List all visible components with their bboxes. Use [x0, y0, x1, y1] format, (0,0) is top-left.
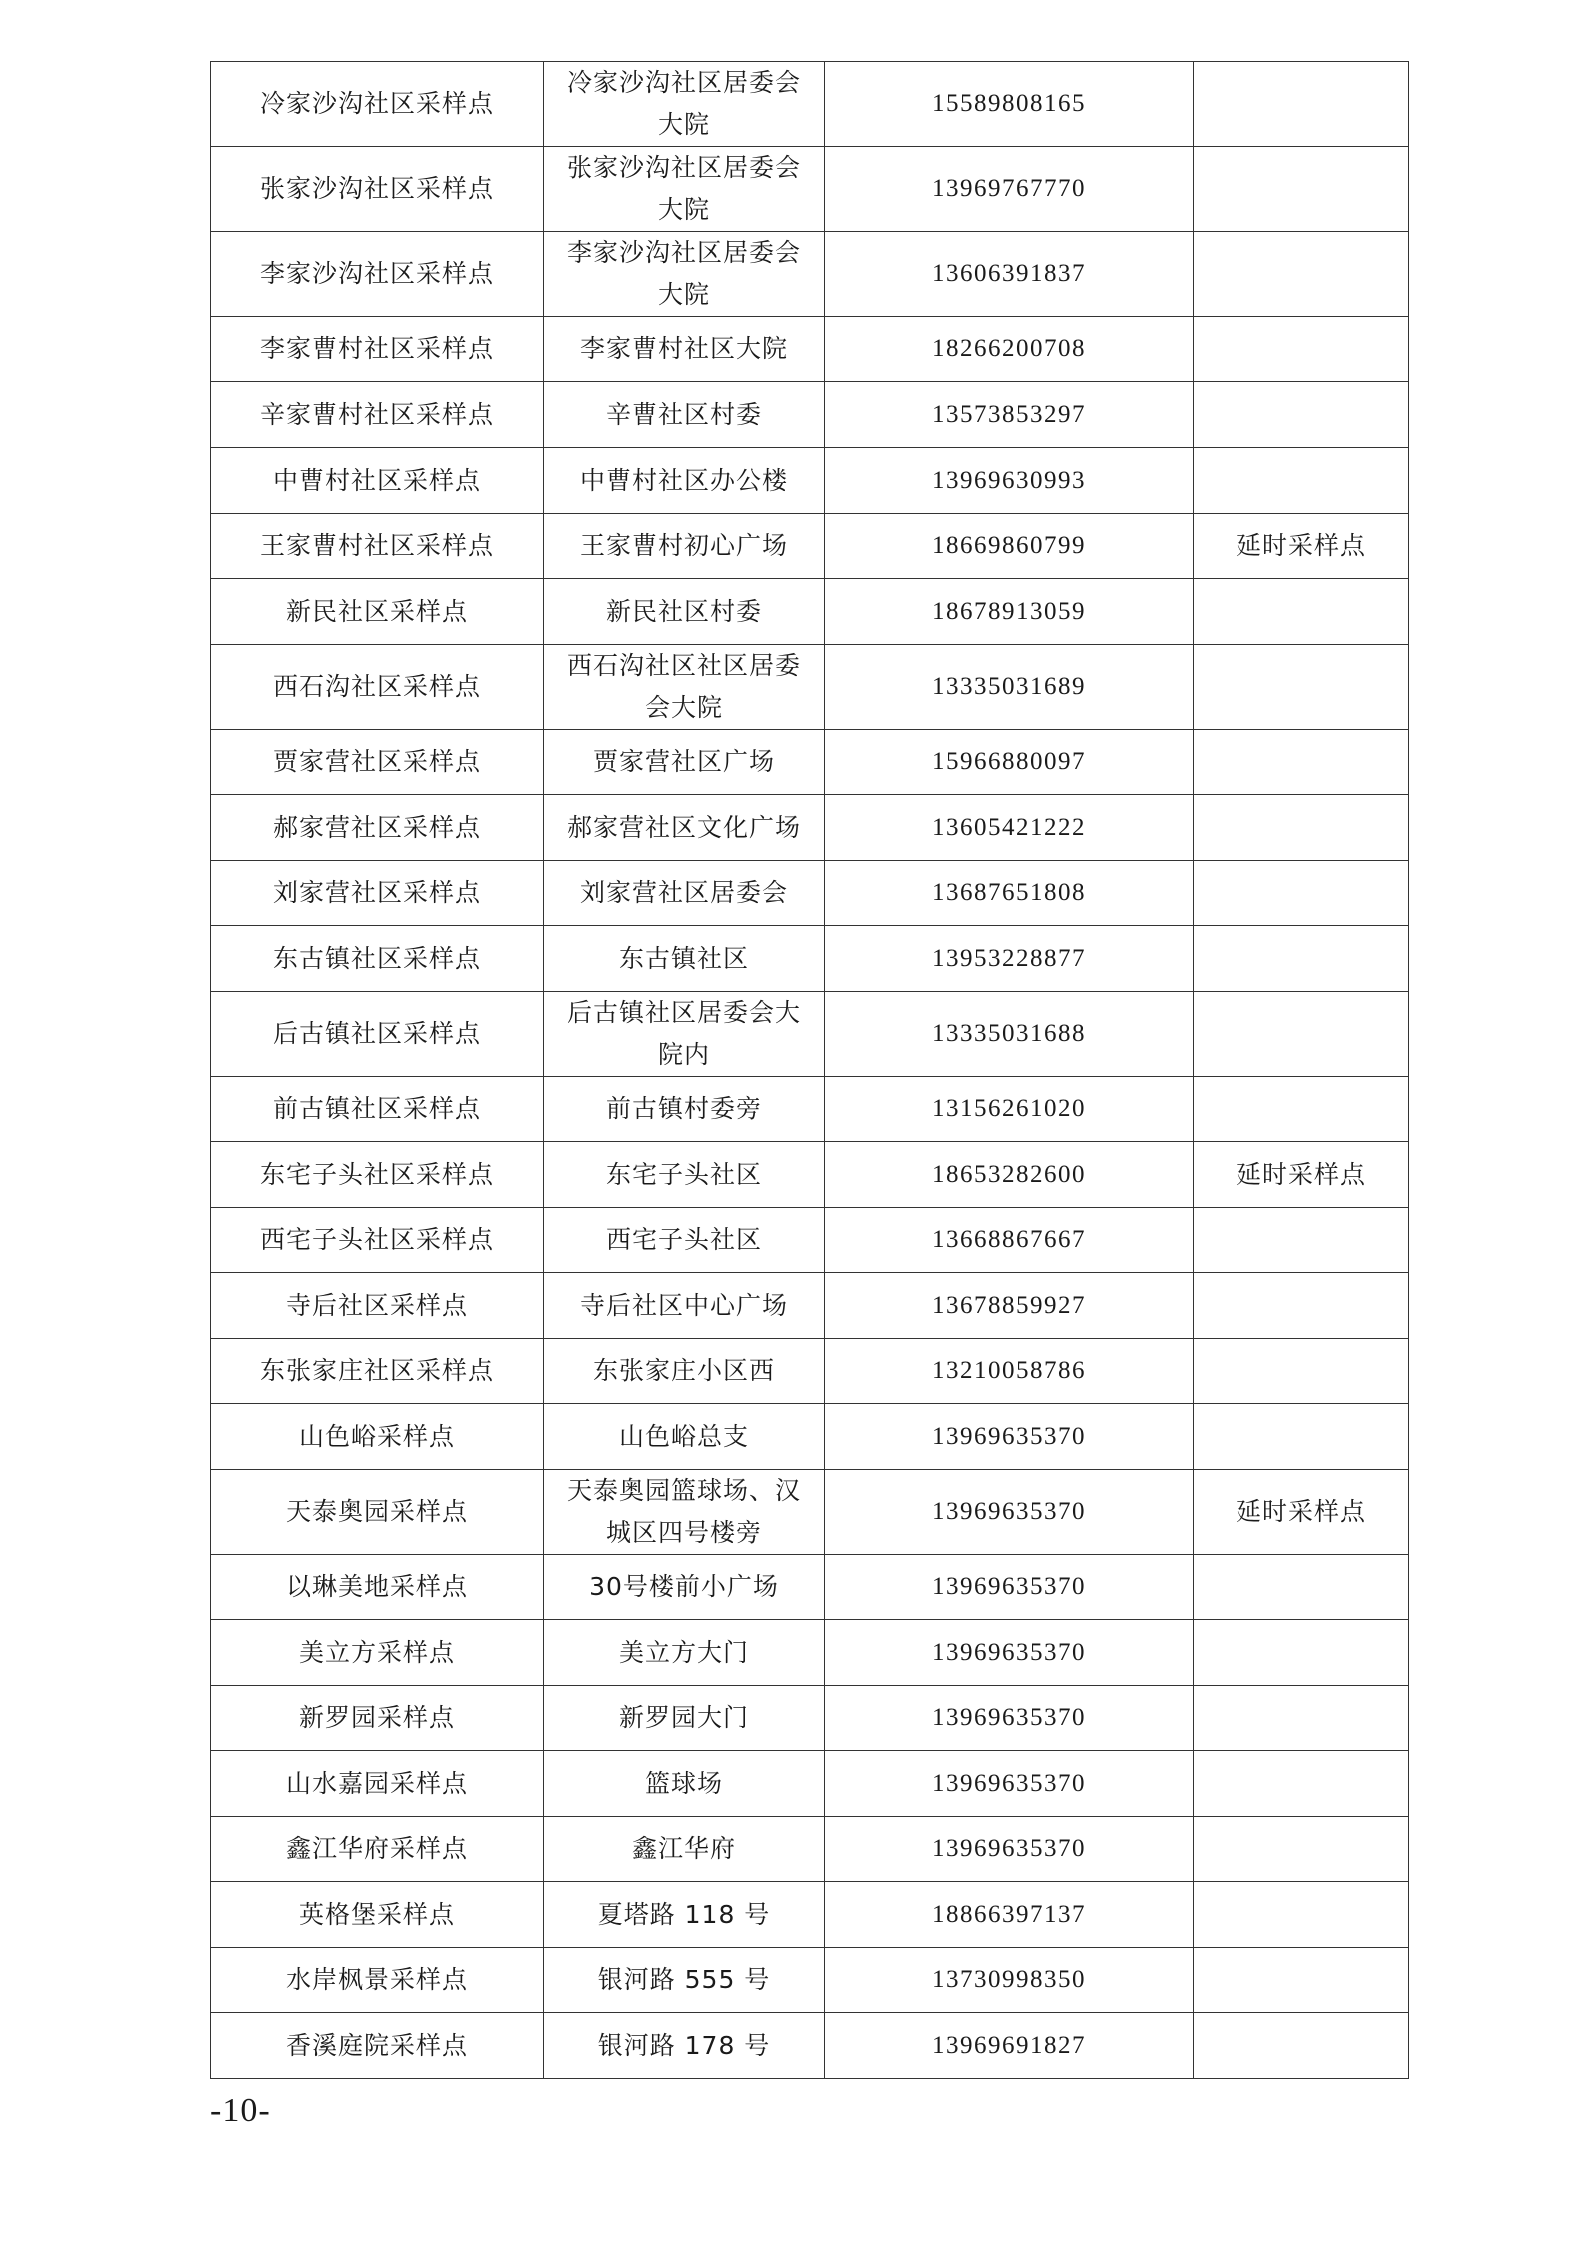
site-name-cell: 以琳美地采样点 — [211, 1555, 544, 1620]
site-location-cell: 辛曹社区村委 — [544, 382, 825, 448]
site-phone-cell: 13678859927 — [825, 1273, 1194, 1339]
site-location-cell: 天泰奥园篮球场、汉城区四号楼旁 — [544, 1470, 825, 1555]
site-name-cell: 英格堡采样点 — [211, 1882, 544, 1948]
table-row — [211, 514, 1409, 579]
site-name-cell: 寺后社区采样点 — [211, 1273, 544, 1339]
site-phone-cell: 13953228877 — [825, 926, 1194, 992]
site-note-cell — [1194, 1948, 1409, 2013]
site-location-cell: 冷家沙沟社区居委会大院 — [544, 62, 825, 147]
site-name-cell: 贾家营社区采样点 — [211, 730, 544, 795]
site-name-cell: 后古镇社区采样点 — [211, 992, 544, 1077]
site-note-cell — [1194, 2013, 1409, 2079]
table-row — [211, 926, 1409, 992]
site-note-cell: 延时采样点 — [1194, 1470, 1409, 1555]
site-location-cell: 西宅子头社区 — [544, 1208, 825, 1273]
site-location-cell: 新民社区村委 — [544, 579, 825, 645]
site-name-cell: 美立方采样点 — [211, 1620, 544, 1686]
site-note-cell — [1194, 1555, 1409, 1620]
table-row — [211, 232, 1409, 317]
site-name-cell: 冷家沙沟社区采样点 — [211, 62, 544, 147]
site-phone-cell: 13605421222 — [825, 795, 1194, 861]
site-name-cell: 李家沙沟社区采样点 — [211, 232, 544, 317]
table-row — [211, 382, 1409, 448]
site-name-cell: 中曹村社区采样点 — [211, 448, 544, 514]
site-phone-cell: 13969635370 — [825, 1686, 1194, 1751]
site-note-cell — [1194, 1339, 1409, 1404]
site-name-cell: 东宅子头社区采样点 — [211, 1142, 544, 1208]
site-note-cell — [1194, 579, 1409, 645]
table-row — [211, 147, 1409, 232]
table-row — [211, 1686, 1409, 1751]
site-note-cell — [1194, 645, 1409, 730]
site-phone-cell: 13969635370 — [825, 1555, 1194, 1620]
site-note-cell — [1194, 232, 1409, 317]
site-phone-cell: 13969635370 — [825, 1470, 1194, 1555]
site-note-cell — [1194, 147, 1409, 232]
site-location-cell: 郝家营社区文化广场 — [544, 795, 825, 861]
site-phone-cell: 15966880097 — [825, 730, 1194, 795]
site-note-cell — [1194, 1751, 1409, 1817]
site-location-cell: 东古镇社区 — [544, 926, 825, 992]
site-phone-cell: 13969630993 — [825, 448, 1194, 514]
site-phone-cell: 18669860799 — [825, 514, 1194, 579]
site-location-cell: 贾家营社区广场 — [544, 730, 825, 795]
site-location-cell: 西石沟社区社区居委会大院 — [544, 645, 825, 730]
site-name-cell: 新罗园采样点 — [211, 1686, 544, 1751]
site-location-cell: 美立方大门 — [544, 1620, 825, 1686]
table-row — [211, 1208, 1409, 1273]
site-phone-cell: 13969635370 — [825, 1817, 1194, 1882]
site-name-cell: 山水嘉园采样点 — [211, 1751, 544, 1817]
site-location-cell: 30号楼前小广场 — [544, 1555, 825, 1620]
table-row — [211, 1404, 1409, 1470]
site-phone-cell: 13335031689 — [825, 645, 1194, 730]
site-name-cell: 山色峪采样点 — [211, 1404, 544, 1470]
site-note-cell — [1194, 1077, 1409, 1142]
site-phone-cell: 18866397137 — [825, 1882, 1194, 1948]
site-location-cell: 东张家庄小区西 — [544, 1339, 825, 1404]
site-note-cell — [1194, 1686, 1409, 1751]
site-note-cell — [1194, 382, 1409, 448]
site-name-cell: 天泰奥园采样点 — [211, 1470, 544, 1555]
site-location-cell: 后古镇社区居委会大院内 — [544, 992, 825, 1077]
site-note-cell — [1194, 730, 1409, 795]
table-row — [211, 1817, 1409, 1882]
site-phone-cell: 13969635370 — [825, 1751, 1194, 1817]
site-name-cell: 李家曹村社区采样点 — [211, 317, 544, 382]
table-row — [211, 579, 1409, 645]
site-name-cell: 西石沟社区采样点 — [211, 645, 544, 730]
site-name-cell: 西宅子头社区采样点 — [211, 1208, 544, 1273]
site-name-cell: 前古镇社区采样点 — [211, 1077, 544, 1142]
table-row — [211, 992, 1409, 1077]
site-phone-cell: 15589808165 — [825, 62, 1194, 147]
site-name-cell: 张家沙沟社区采样点 — [211, 147, 544, 232]
site-location-cell: 刘家营社区居委会 — [544, 861, 825, 926]
site-phone-cell: 18678913059 — [825, 579, 1194, 645]
site-phone-cell: 13668867667 — [825, 1208, 1194, 1273]
site-location-cell: 东宅子头社区 — [544, 1142, 825, 1208]
site-note-cell — [1194, 317, 1409, 382]
site-location-cell: 李家沙沟社区居委会大院 — [544, 232, 825, 317]
site-phone-cell: 13969691827 — [825, 2013, 1194, 2079]
site-phone-cell: 13606391837 — [825, 232, 1194, 317]
site-phone-cell: 18266200708 — [825, 317, 1194, 382]
table-row — [211, 1142, 1409, 1208]
table-row — [211, 1948, 1409, 2013]
site-name-cell: 新民社区采样点 — [211, 579, 544, 645]
site-phone-cell: 13969635370 — [825, 1404, 1194, 1470]
site-note-cell — [1194, 448, 1409, 514]
site-phone-cell: 18653282600 — [825, 1142, 1194, 1208]
table-row — [211, 1077, 1409, 1142]
site-phone-cell: 13156261020 — [825, 1077, 1194, 1142]
site-phone-cell: 13687651808 — [825, 861, 1194, 926]
site-name-cell: 王家曹村社区采样点 — [211, 514, 544, 579]
site-note-cell — [1194, 1404, 1409, 1470]
site-note-cell — [1194, 1273, 1409, 1339]
site-note-cell — [1194, 926, 1409, 992]
site-phone-cell: 13969767770 — [825, 147, 1194, 232]
site-location-cell: 中曹村社区办公楼 — [544, 448, 825, 514]
table-row — [211, 317, 1409, 382]
site-location-cell: 篮球场 — [544, 1751, 825, 1817]
site-phone-cell: 13730998350 — [825, 1948, 1194, 2013]
site-note-cell — [1194, 861, 1409, 926]
table-row — [211, 448, 1409, 514]
site-location-cell: 张家沙沟社区居委会大院 — [544, 147, 825, 232]
site-location-cell: 银河路 178 号 — [544, 2013, 825, 2079]
table-row — [211, 861, 1409, 926]
site-name-cell: 香溪庭院采样点 — [211, 2013, 544, 2079]
table-row — [211, 1882, 1409, 1948]
site-phone-cell: 13573853297 — [825, 382, 1194, 448]
site-location-cell: 山色峪总支 — [544, 1404, 825, 1470]
site-note-cell: 延时采样点 — [1194, 1142, 1409, 1208]
site-name-cell: 东古镇社区采样点 — [211, 926, 544, 992]
site-location-cell: 李家曹村社区大院 — [544, 317, 825, 382]
table-row — [211, 1339, 1409, 1404]
table-row — [211, 2013, 1409, 2079]
site-note-cell — [1194, 1882, 1409, 1948]
table-row — [211, 1273, 1409, 1339]
site-note-cell: 延时采样点 — [1194, 514, 1409, 579]
site-name-cell: 辛家曹村社区采样点 — [211, 382, 544, 448]
site-phone-cell: 13969635370 — [825, 1620, 1194, 1686]
table-row — [211, 1555, 1409, 1620]
page-number: -10- — [210, 2092, 271, 2129]
table-row — [211, 1470, 1409, 1555]
site-note-cell — [1194, 795, 1409, 861]
table-row — [211, 795, 1409, 861]
site-name-cell: 水岸枫景采样点 — [211, 1948, 544, 2013]
site-note-cell — [1194, 992, 1409, 1077]
table-row — [211, 1620, 1409, 1686]
site-location-cell: 新罗园大门 — [544, 1686, 825, 1751]
site-phone-cell: 13335031688 — [825, 992, 1194, 1077]
site-location-cell: 鑫江华府 — [544, 1817, 825, 1882]
sampling-sites-table — [210, 61, 1409, 2079]
table-row — [211, 1751, 1409, 1817]
site-location-cell: 银河路 555 号 — [544, 1948, 825, 2013]
site-note-cell — [1194, 1208, 1409, 1273]
site-name-cell: 东张家庄社区采样点 — [211, 1339, 544, 1404]
sampling-sites-table-body — [211, 62, 1409, 2079]
table-row — [211, 62, 1409, 147]
table-row — [211, 645, 1409, 730]
site-note-cell — [1194, 1817, 1409, 1882]
site-location-cell: 前古镇村委旁 — [544, 1077, 825, 1142]
site-name-cell: 刘家营社区采样点 — [211, 861, 544, 926]
site-note-cell — [1194, 1620, 1409, 1686]
site-name-cell: 郝家营社区采样点 — [211, 795, 544, 861]
table-row — [211, 730, 1409, 795]
site-location-cell: 寺后社区中心广场 — [544, 1273, 825, 1339]
site-phone-cell: 13210058786 — [825, 1339, 1194, 1404]
site-note-cell — [1194, 62, 1409, 147]
site-name-cell: 鑫江华府采样点 — [211, 1817, 544, 1882]
site-location-cell: 王家曹村初心广场 — [544, 514, 825, 579]
site-location-cell: 夏塔路 118 号 — [544, 1882, 825, 1948]
